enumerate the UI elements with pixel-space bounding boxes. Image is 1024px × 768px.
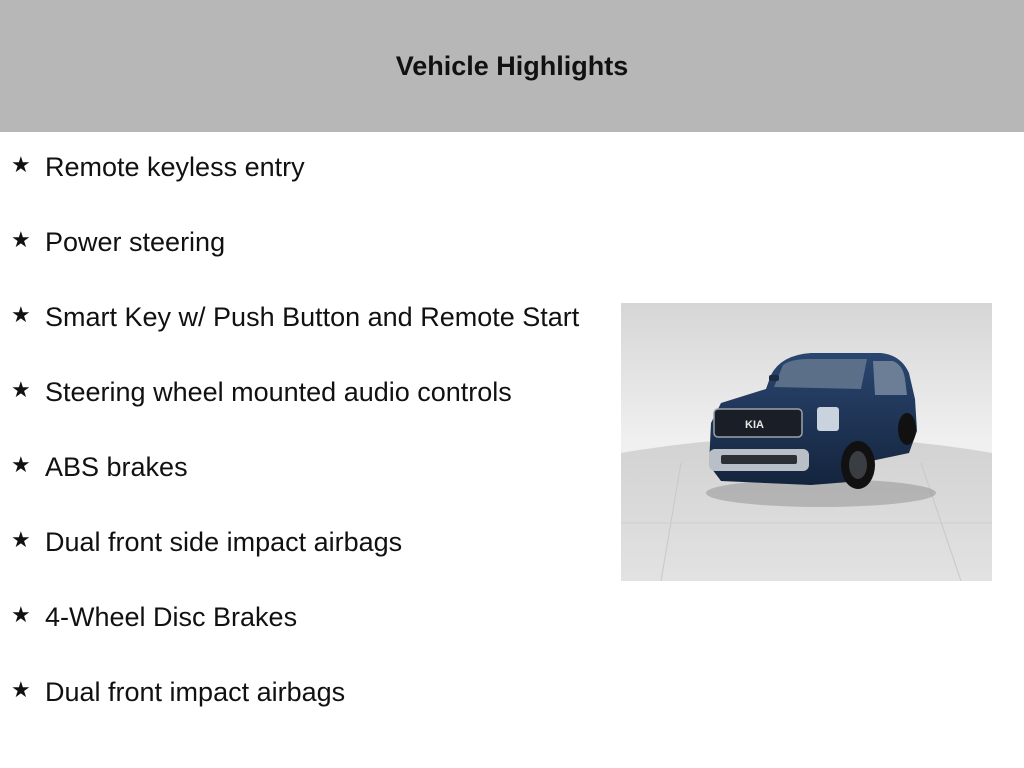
vehicle-photo [621, 303, 992, 581]
feature-text: Steering wheel mounted audio controls [45, 377, 512, 407]
feature-text: ABS brakes [45, 452, 188, 482]
page-title: Vehicle Highlights [395, 50, 629, 81]
feature-text: Remote keyless entry [45, 152, 305, 182]
star-icon: ★ [11, 452, 31, 477]
list-item [0, 300, 585, 334]
star-icon: ★ [11, 602, 31, 627]
star-icon: ★ [11, 677, 31, 702]
list-item [0, 525, 585, 559]
vehicle-illustration [621, 303, 992, 581]
feature-list [0, 150, 600, 750]
list-item [0, 450, 585, 484]
list-item [0, 150, 585, 184]
feature-text: Smart Key w/ Push Button and Remote Start [45, 302, 580, 332]
list-item [0, 225, 585, 259]
star-icon: ★ [11, 227, 31, 252]
headlight [817, 407, 839, 431]
rear-wheel [898, 413, 916, 445]
windshield [774, 359, 867, 389]
star-icon: ★ [11, 302, 31, 327]
star-icon: ★ [11, 377, 31, 402]
list-item [0, 375, 585, 409]
feature-text: 4-Wheel Disc Brakes [45, 602, 298, 632]
feature-text: Power steering [45, 227, 226, 257]
list-item [0, 675, 585, 709]
list-item [0, 600, 585, 634]
feature-text: Dual front impact airbags [45, 677, 346, 707]
svg-text:KIA: KIA [745, 419, 764, 431]
feature-text: Dual front side impact airbags [45, 527, 403, 557]
header-bar [0, 0, 1024, 132]
star-icon: ★ [11, 152, 31, 177]
star-icon: ★ [11, 527, 31, 552]
